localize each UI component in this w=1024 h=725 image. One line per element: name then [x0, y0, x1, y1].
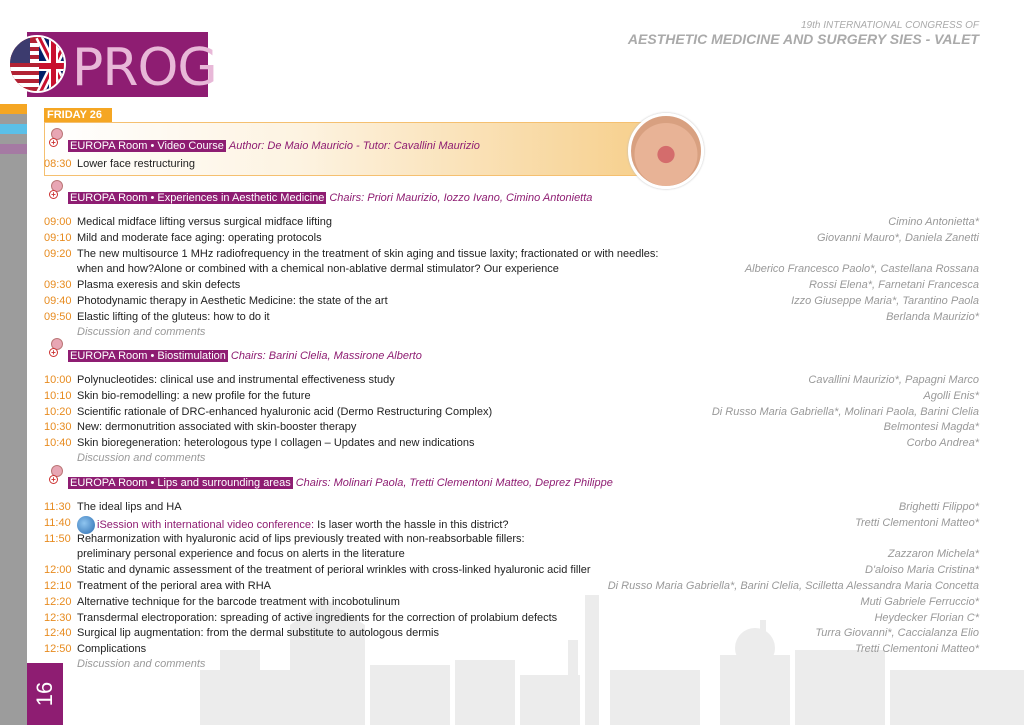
- row-title: Medical midface lifting versus surgical midface lifting: [77, 216, 332, 228]
- row-time: 11:30: [44, 501, 71, 513]
- uk-us-flag-icon: [8, 35, 66, 93]
- row-time: 09:50: [44, 310, 72, 323]
- row-time: 09:00: [44, 216, 72, 228]
- congress-title: AESTHETIC MEDICINE AND SURGERY SIES - VALET: [627, 31, 979, 47]
- session-chairs: Author: De Maio Mauricio - Tutor: Cavallini Maurizio: [228, 140, 480, 152]
- row-title: Photodynamic therapy in Aesthetic Medicine: the state of the art: [77, 295, 388, 307]
- session-icon: [48, 180, 66, 200]
- program-row: [44, 642, 979, 656]
- row-title: Polynucleotides: clinical use and instrumental effectiveness study: [77, 374, 395, 386]
- row-author: Corbo Andrea*: [906, 437, 979, 450]
- program-row: [44, 231, 979, 245]
- row-author: Cimino Antonietta*: [888, 216, 979, 228]
- row-time: 11:40: [44, 516, 71, 529]
- lips-photo: [628, 113, 704, 189]
- program-row: [44, 579, 979, 593]
- discussion-note: Discussion and comments: [77, 658, 206, 670]
- row-author: Agolli Enis*: [923, 389, 979, 402]
- row-author: Di Russo Maria Gabriella*, Barini Clelia, Scilletta Alessandra Maria Concetta: [607, 580, 979, 592]
- video-conference-label: iSession with international video conference:: [97, 518, 318, 531]
- congress-subtitle: 19th INTERNATIONAL CONGRESS OF: [800, 20, 979, 31]
- session-room: EUROPA Room • Video Course: [70, 140, 224, 152]
- row-title: The new multisource 1 MHz radiofrequency in the treatment of skin aging and tissue laxity; fractionated or with needles:: [77, 247, 659, 260]
- session-header: [68, 140, 480, 152]
- program-row: [44, 626, 979, 640]
- program-row: [44, 310, 979, 324]
- session-room: EUROPA Room • Experiences in Aesthetic Medicine: [70, 192, 325, 204]
- session-room: EUROPA Room • Lips and surrounding areas: [70, 477, 291, 489]
- row-author: Muti Gabriele Ferruccio*: [860, 595, 979, 608]
- session-header: [68, 477, 613, 489]
- row-title: Lower face restructuring: [77, 158, 195, 170]
- discussion-note: Discussion and comments: [77, 452, 206, 464]
- row-title: Elastic lifting of the gluteus: how to do it: [77, 310, 270, 323]
- row-author: Cavallini Maurizio*, Papagni Marco: [808, 374, 979, 386]
- session-header: [68, 350, 422, 362]
- session-chairs: Chairs: Molinari Paola, Tretti Clementoni Matteo, Deprez Philippe: [295, 477, 613, 489]
- row-time: 12:10: [44, 580, 72, 592]
- discussion-note: Discussion and comments: [77, 325, 206, 338]
- row-title: Plasma exeresis and skin defects: [77, 279, 241, 292]
- row-time: 11:50: [44, 532, 71, 545]
- row-title: Mild and moderate face aging: operating protocols: [77, 231, 322, 244]
- row-author: Giovanni Mauro*, Daniela Zanetti: [816, 231, 979, 244]
- row-author: Tretti Clementoni Matteo*: [855, 516, 979, 529]
- row-title: Complications: [77, 643, 147, 656]
- row-time: 08:30: [44, 158, 72, 170]
- row-author: Berlanda Maurizio*: [886, 310, 979, 323]
- session-icon: [48, 128, 66, 148]
- row-title: Skin bio-remodelling: a new profile for the future: [77, 389, 311, 402]
- row-author: Izzo Giuseppe Maria*, Tarantino Paola: [791, 295, 979, 307]
- session-header: [68, 192, 592, 204]
- program-row: [44, 247, 979, 261]
- row-time: 10:00: [44, 374, 72, 386]
- row-time: 10:20: [44, 405, 72, 418]
- program-row: [44, 500, 979, 514]
- session-chairs: Chairs: Priori Maurizio, Iozzo Ivano, Cimino Antonietta: [329, 192, 593, 204]
- orange-strip: [0, 104, 27, 114]
- row-time: 09:40: [44, 295, 72, 307]
- program-row: [44, 389, 979, 403]
- row-author: Turra Giovanni*, Caccialanza Elio: [815, 627, 979, 640]
- row-title: Skin bioregeneration: heterologous type I collagen – Updates and new indications: [77, 437, 475, 450]
- program-row: [44, 611, 979, 625]
- program-row: [44, 595, 979, 609]
- row-author: Brighetti Filippo*: [898, 501, 979, 513]
- row-author: Heydecker Florian C*: [874, 611, 979, 624]
- session-room: EUROPA Room • Biostimulation: [70, 350, 226, 362]
- row-time: 10:30: [44, 421, 72, 434]
- session-icon: [48, 338, 66, 358]
- program-row: [44, 532, 979, 546]
- row-time: 09:30: [44, 279, 72, 292]
- row-author: Belmontesi Magda*: [883, 421, 979, 434]
- row-time: 10:10: [44, 389, 72, 402]
- session-chairs: Chairs: Barini Clelia, Massirone Alberto: [230, 350, 422, 362]
- plus-icon: +: [49, 348, 58, 357]
- plus-icon: +: [49, 475, 58, 484]
- row-title: Transdermal electroporation: spreading of active ingredients for the correction of prolabium defects: [77, 611, 558, 624]
- row-author: Zazzaron Michela*: [887, 548, 979, 561]
- row-title: Reharmonization with hyaluronic acid of lips previously treated with non-reabsorbable fillers:: [77, 532, 525, 545]
- row-title: when and how?Alone or combined with a chemical non-ablative dermal stimulator? Our experience: [77, 263, 559, 276]
- row-author: Alberico Francesco Paolo*, Castellana Rossana: [744, 263, 979, 276]
- row-time: 12:30: [44, 611, 72, 624]
- row-title: Static and dynamic assessment of the treatment of perioral wrinkles with cross-linked hyaluronic acid filler: [77, 564, 591, 577]
- row-time: 12:40: [44, 627, 72, 640]
- program-row: [44, 215, 979, 229]
- program-row: [44, 262, 979, 276]
- row-title: preliminary personal experience and focus on alerts in the literature: [77, 548, 405, 561]
- program-row: [44, 516, 979, 530]
- program-row: [44, 278, 979, 292]
- row-author: Tretti Clementoni Matteo*: [855, 643, 979, 656]
- row-time: 12:20: [44, 595, 72, 608]
- row-time: 09:20: [44, 247, 72, 260]
- left-sidebar-bar: [0, 0, 27, 725]
- row-author: D'aloiso Maria Cristina*: [865, 564, 979, 577]
- program-row: [44, 436, 979, 450]
- row-title: Treatment of the perioral area with RHA: [77, 580, 272, 592]
- purple-strip: [0, 144, 27, 154]
- row-time: 09:10: [44, 231, 72, 244]
- plus-icon: +: [49, 138, 58, 147]
- program-row: [44, 294, 979, 308]
- program-row: [44, 563, 979, 577]
- gray-strip: [0, 164, 27, 725]
- row-author: Di Russo Maria Gabriella*, Molinari Paola, Barini Clelia: [711, 405, 979, 418]
- program-row: [44, 420, 979, 434]
- plus-icon: +: [49, 190, 58, 199]
- row-time: 12:50: [44, 643, 72, 656]
- row-title-text: Is laser worth the hassle in this district?: [317, 518, 509, 531]
- row-title: New: dermonutrition associated with skin-booster therapy: [77, 421, 357, 434]
- row-title: Scientific rationale of DRC-enhanced hyaluronic acid (Dermo Restructuring Complex): [77, 405, 493, 418]
- row-time: 10:40: [44, 437, 72, 450]
- row-title: Alternative technique for the barcode treatment with incobotulinum: [77, 595, 400, 608]
- program-row: [44, 373, 979, 387]
- session-icon: [48, 465, 66, 485]
- day-tab: FRIDAY 26: [44, 108, 112, 122]
- row-author: Rossi Elena*, Farnetani Francesca: [809, 279, 979, 292]
- page-number: 16: [27, 663, 63, 725]
- row-title: Surgical lip augmentation: from the dermal substitute to autologous dermis: [77, 627, 439, 640]
- row-time: 12:00: [44, 564, 72, 577]
- program-row: [44, 547, 979, 561]
- row-title: The ideal lips and HA: [77, 501, 182, 513]
- prog-title: PROG: [72, 38, 217, 98]
- program-row: [44, 405, 979, 419]
- blue-strip: [0, 124, 27, 134]
- program-row: [44, 157, 979, 171]
